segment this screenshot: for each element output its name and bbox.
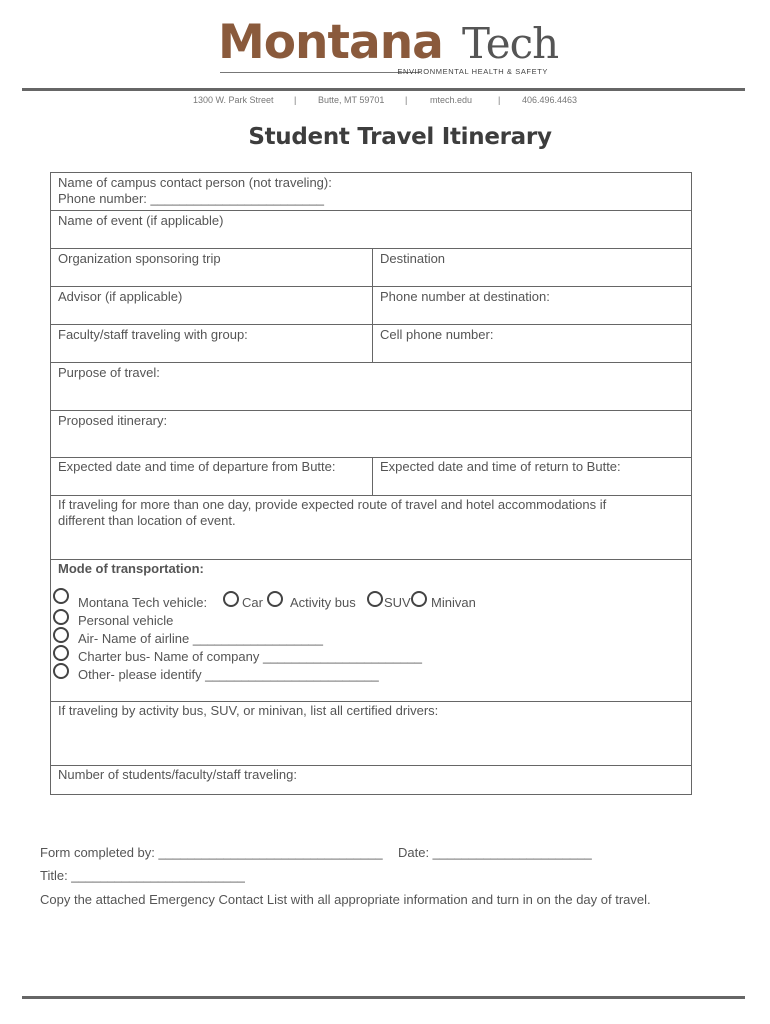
- logo-tech-text: Tech: [462, 19, 559, 68]
- advisor-label: Advisor (if applicable): [58, 289, 183, 304]
- form-row-itinerary[interactable]: [51, 411, 691, 458]
- form-row-advisor: [51, 287, 691, 325]
- form-row-dates: [51, 458, 691, 496]
- campus-contact-label: Name of campus contact person (not traveling):: [58, 175, 332, 190]
- montana-tech-vehicle-radio[interactable]: [53, 588, 69, 604]
- logo-divider: [220, 72, 420, 73]
- instructions-text: Copy the attached Emergency Contact List with all appropriate information and turn in on the day of travel.: [40, 892, 651, 907]
- street-address: 1300 W. Park Street: [193, 95, 274, 105]
- personal-vehicle-label: Personal vehicle: [78, 613, 174, 628]
- title-field[interactable]: Title: ________________________: [40, 868, 245, 883]
- mode-heading: Mode of transportation:: [58, 561, 204, 576]
- separator: |: [405, 95, 408, 105]
- separator: |: [294, 95, 297, 105]
- date-field[interactable]: Date: ______________________: [398, 845, 592, 860]
- form-row-number[interactable]: [51, 766, 691, 795]
- event-name-label: Name of event (if applicable): [58, 213, 224, 228]
- airline-label: Air- Name of airline __________________: [78, 631, 324, 646]
- form-row-faculty: [51, 325, 691, 363]
- minivan-label: Minivan: [431, 595, 476, 610]
- cell-phone-cell[interactable]: [373, 325, 691, 362]
- activity-bus-label: Activity bus: [290, 595, 356, 610]
- organization-cell[interactable]: [51, 249, 373, 286]
- airline-radio[interactable]: [53, 627, 69, 643]
- form-row-organization: [51, 249, 691, 287]
- website: mtech.edu: [430, 95, 473, 105]
- form-row-purpose[interactable]: [51, 363, 691, 411]
- car-radio[interactable]: [223, 591, 239, 607]
- other-label: Other- please identify ________________________: [78, 667, 379, 682]
- phone-number-label: Phone number: ________________________: [58, 191, 325, 206]
- advisor-cell[interactable]: [51, 287, 373, 324]
- separator: |: [498, 95, 501, 105]
- montana-tech-logo: [218, 15, 559, 78]
- completed-by-field[interactable]: Form completed by: _______________________________: [40, 845, 383, 860]
- organization-label: Organization sponsoring trip: [58, 251, 221, 266]
- form-row-event[interactable]: [51, 211, 691, 249]
- route-label-line1: If traveling for more than one day, provide expected route of travel and hotel accommodations if: [58, 497, 607, 512]
- form-row-drivers[interactable]: [51, 702, 691, 766]
- faculty-cell[interactable]: [51, 325, 373, 362]
- minivan-radio[interactable]: [411, 591, 427, 607]
- logo-subtitle: ENVIRONMENTAL HEALTH & SAFETY: [397, 67, 548, 76]
- activity-bus-radio[interactable]: [267, 591, 283, 607]
- return-label: Expected date and time of return to Butte:: [380, 459, 621, 474]
- form-row-contact[interactable]: [51, 173, 691, 211]
- departure-cell[interactable]: [51, 458, 373, 495]
- phone-at-destination-label: Phone number at destination:: [380, 289, 550, 304]
- itinerary-form: [50, 172, 692, 795]
- other-radio[interactable]: [53, 663, 69, 679]
- certified-drivers-label: If traveling by activity bus, SUV, or minivan, list all certified drivers:: [58, 703, 439, 718]
- number-traveling-label: Number of students/faculty/staff traveling:: [58, 767, 297, 782]
- suv-label: SUV: [384, 595, 411, 610]
- destination-label: Destination: [380, 251, 446, 266]
- charter-bus-label: Charter bus- Name of company ______________________: [78, 649, 423, 664]
- proposed-itinerary-label: Proposed itinerary:: [58, 413, 168, 428]
- phone: 406.496.4463: [522, 95, 578, 105]
- route-label-line2: different than location of event.: [58, 513, 236, 528]
- phone-at-destination-cell[interactable]: [373, 287, 691, 324]
- charter-bus-radio[interactable]: [53, 645, 69, 661]
- logo-montana-text: Montana: [218, 15, 443, 70]
- montana-tech-vehicle-label: Montana Tech vehicle:: [78, 595, 208, 610]
- departure-label: Expected date and time of departure from Butte:: [58, 459, 336, 474]
- car-label: Car: [242, 595, 263, 610]
- faculty-traveling-label: Faculty/staff traveling with group:: [58, 327, 248, 342]
- personal-vehicle-radio[interactable]: [53, 609, 69, 625]
- cell-phone-label: Cell phone number:: [380, 327, 494, 342]
- suv-radio[interactable]: [367, 591, 383, 607]
- purpose-label: Purpose of travel:: [58, 365, 160, 380]
- form-row-mode: [51, 560, 691, 702]
- form-row-route[interactable]: [51, 496, 691, 560]
- page-title: Student Travel Itinerary: [248, 124, 552, 150]
- header-rule: [22, 88, 745, 91]
- destination-cell[interactable]: [373, 249, 691, 286]
- city-address: Butte, MT 59701: [318, 95, 385, 105]
- return-cell[interactable]: [373, 458, 691, 495]
- footer-rule: [22, 996, 745, 999]
